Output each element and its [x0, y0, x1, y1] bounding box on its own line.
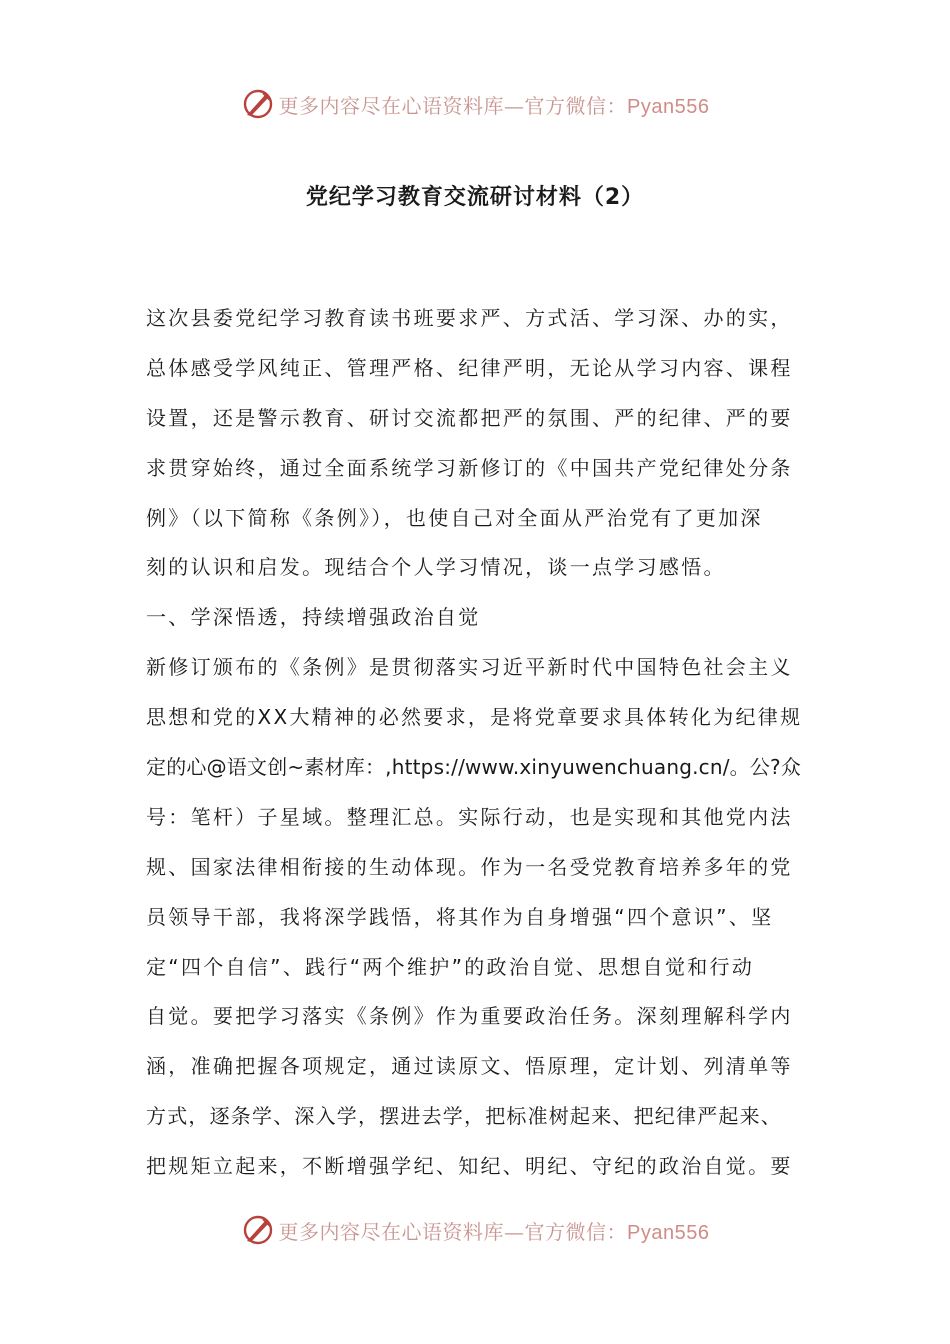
banner-text: [279, 1216, 710, 1245]
body-line: 涵，准确把握各项规定，通过读原文、悟原理，定计划、列清单等: [146, 1054, 793, 1079]
banner-wechat-id: Pyan556: [627, 1221, 710, 1244]
body-line: 总体感受学风纯正、管理严格、纪律严明，无论从学习内容、课程: [146, 355, 793, 380]
body-line: 把规矩立起来，不断增强学纪、知纪、明纪、守纪的政治自觉。要: [146, 1154, 793, 1179]
banner-label: 更多内容尽在心语资料库—官方微信：: [278, 93, 628, 118]
body-line: 思想和党的XX大精神的必然要求，是将党章要求具体转化为纪律规: [146, 705, 803, 730]
body-line: 这次县委党纪学习教育读书班要求严、方式活、学习深、办的实，: [146, 306, 793, 330]
body-line: 例》（以下简称《条例》），也使自己对全面从严治党有了更加深: [146, 505, 763, 530]
body-line: 定的心@语文创~素材库：,https://www.xinyuwenchuang.cn/。公?众: [146, 755, 802, 780]
banner-text: [279, 90, 710, 119]
banner-label: 更多内容尽在心语资料库—官方微信：: [278, 1219, 628, 1244]
body-line: 自觉。要把学习落实《条例》作为重要政治任务。深刻理解科学内: [146, 1004, 793, 1029]
body-line: 方式，逐条学、深入学，摆进去学，把标准树起来、把纪律严起来、: [146, 1104, 782, 1129]
section-heading: 一、学深悟透，持续增强政治自觉: [146, 605, 481, 630]
body-line: 员领导干部，我将深学践悟，将其作为自身增强“四个意识”、坚: [146, 904, 774, 929]
quill-pen-logo-icon: [241, 87, 275, 121]
body-line: 号：笔杆）子星域。整理汇总。实际行动，也是实现和其他党内法: [146, 804, 793, 829]
body-line: 刻的认识和启发。现结合个人学习情况，谈一点学习感悟。: [146, 555, 726, 580]
body-line: 设置，还是警示教育、研讨交流都把严的氛围、严的纪律、严的要: [146, 405, 793, 430]
footer-banner: [0, 1210, 950, 1250]
body-line: 规、国家法律相衔接的生动体现。作为一名受党教育培养多年的党: [146, 854, 793, 879]
document-body: [146, 294, 826, 1192]
banner-wechat-id: Pyan556: [627, 95, 710, 118]
body-line: 新修订颁布的《条例》是贯彻落实习近平新时代中国特色社会主义: [146, 655, 793, 680]
body-line: 定“四个自信”、践行“两个维护”的政治自觉、思想自觉和行动: [146, 954, 755, 979]
header-banner: [0, 84, 950, 124]
document-title: 党纪学习教育交流研讨材料（2）: [305, 185, 645, 210]
body-line: 求贯穿始终，通过全面系统学习新修订的《中国共产党纪律处分条: [146, 455, 793, 480]
quill-pen-logo-icon: [241, 1213, 275, 1247]
